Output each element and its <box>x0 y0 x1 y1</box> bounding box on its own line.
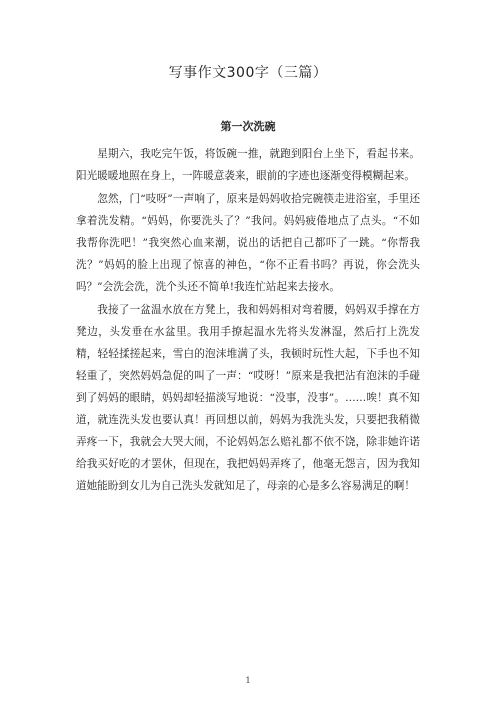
document-title: 写事作文300字（三篇） <box>168 65 328 81</box>
paragraph-3: 我接了一盆温水放在方凳上，我和妈妈相对弯着腰，妈妈双手撑在方凳边，头发垂在水盆里。我用手撩起温水先将头发淋湿，然后打上洗发精，轻轻揉搓起来，雪白的泡沫堆满了头，我顿时玩性大起，下手也不知轻重了，突然妈妈急促的叫了一声：“哎呀！”原来是我把沾有泡沫的手碰到了妈妈的眼睛，妈妈却轻描淡写地说：“没事，没事”。……唉！真不知道，就连洗头发也要认真！再回想以前，妈妈为我洗头发，只要把我稍微弄疼一下，我就会大哭大闹，不论妈妈怎么赔礼都不依不饶，除非她许诺给我买好吃的才罢休，但现在，我把妈妈弄疼了，他毫无怨言，因为我知道她能盼到女儿为自己洗头发就知足了，母亲的心是多么容易满足的啊！ <box>76 304 420 492</box>
document-body <box>76 143 420 498</box>
section-title: 第一次洗碗 <box>220 120 276 133</box>
paragraph-2: 忽然，门“吱呀”一声响了，原来是妈妈收拾完碗筷走进浴室，手里还拿着洗发精。“妈妈，你要洗头了？”我问。妈妈疲倦地点了点头。“不如我帮你洗吧！”我突然心血来潮，说出的话把自己都吓了一跳。“你帮我洗？”妈妈的脸上出现了惊喜的神色，“你不正看书吗？再说，你会洗头吗？”会洗会洗，洗个头还不简单!我连忙站起来去接水。 <box>76 193 420 293</box>
paragraph-1: 星期六，我吃完午饭，将饭碗一推，就跑到阳台上坐下，看起书来。阳光暖暖地照在身上，一阵暖意袭来，眼前的字迹也逐渐变得模糊起来。 <box>76 148 420 182</box>
page-number: 1 <box>245 676 251 685</box>
